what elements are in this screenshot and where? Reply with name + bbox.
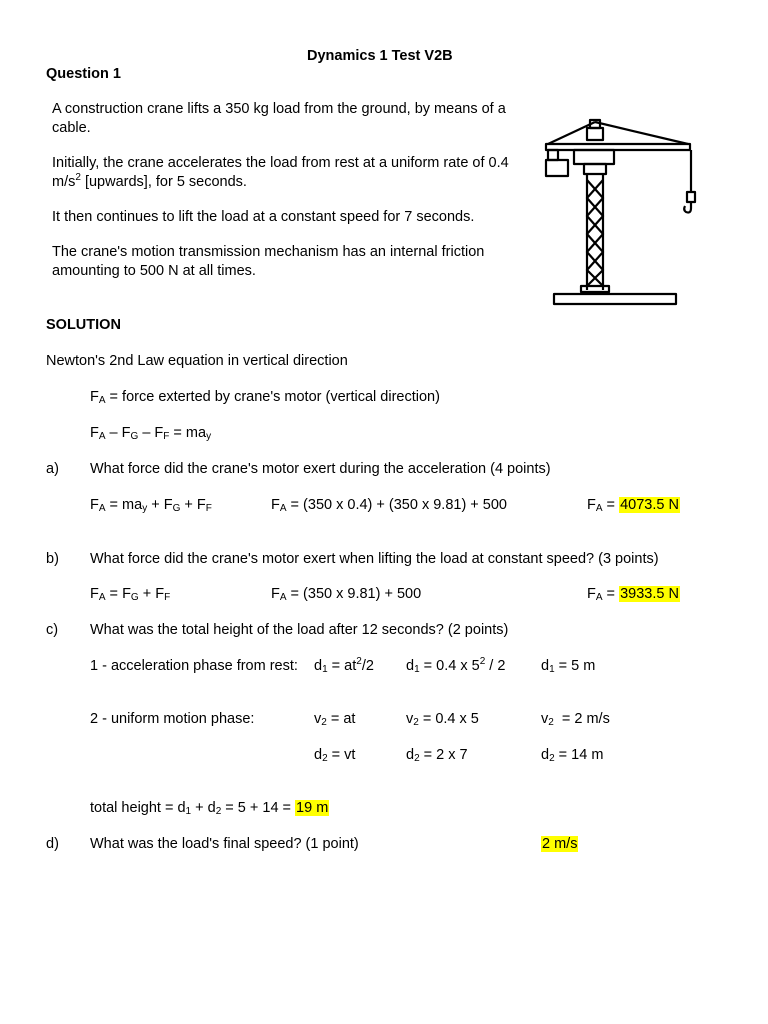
phase-2-velocity-formula: $v_2$ = at <box>314 711 356 728</box>
problem-paragraph-3: It then continues to lift the load at a constant speed for 7 seconds. <box>52 209 475 225</box>
total-height: total height = $d_1 + d_2 = 5 + 14 = 19$ m <box>90 800 329 817</box>
total-height-answer: 19 m <box>296 800 329 816</box>
part-a-substitution: $F_A = (350$ x 0.4) + (350 x 9.81) + 500 <box>271 497 507 514</box>
part-b-label: b) <box>46 551 59 567</box>
newton-law-intro: Newton's 2nd Law equation in vertical direction <box>46 353 348 369</box>
phase-2-distance-formula: $d_2$ = vt <box>314 747 356 764</box>
phase-1-formula: $d_1 = at^2/2$ <box>314 656 374 675</box>
phase-1-label: 1 - acceleration phase from rest: <box>90 658 298 674</box>
part-a-formula: $F_A = ma_y + F_G + F_F$ <box>90 497 212 514</box>
problem-paragraph-2: Initially, the crane accelerates the load from rest at a uniform rate of 0.4 $m/s^2$ [upwards], for 5 seconds. <box>52 155 509 190</box>
part-d-answer: 2 m/s <box>542 836 578 852</box>
phase-1-result: $d_1 = 5$ m <box>541 658 596 675</box>
part-b-answer-value: 3933.5 N <box>620 586 679 602</box>
part-a-question: What force did the crane's motor exert during the acceleration (4 points) <box>90 461 551 477</box>
newton-equation: $F_A - F_G - F_F = ma_y$ <box>90 425 212 442</box>
part-d-question: What was the load's final speed? (1 point) <box>90 836 359 852</box>
question-heading: Question 1 <box>46 66 121 82</box>
part-d-label: d) <box>46 836 59 852</box>
part-c-label: c) <box>46 622 59 638</box>
part-a-answer: $F_A = 4073.5$ N <box>587 497 679 514</box>
phase-2-distance-result: $d_2 = 14$ m <box>541 747 604 764</box>
part-b-question: What force did the crane's motor exert when lifting the load at constant speed? (3 points) <box>90 551 659 567</box>
phase-2-velocity-substitution: $v_2 = 0.4$ x 5 <box>406 711 479 728</box>
part-b-substitution: $F_A = (350$ x 9.81) + 500 <box>271 586 422 603</box>
phase-2-velocity-result: $v_2 = 2$ m/s <box>541 711 610 728</box>
part-a-label: a) <box>46 461 59 477</box>
problem-paragraph-4: The crane's motion transmission mechanism has an internal friction amounting to 500 N at all times. <box>52 244 485 279</box>
document-title: Dynamics 1 Test V2B <box>307 48 453 64</box>
part-b-answer: $F_A = 3933.5$ N <box>587 586 679 603</box>
fa-definition: $F_A$ = force exterted by crane's motor (vertical direction) <box>90 389 440 406</box>
part-c-question: What was the total height of the load after 12 seconds? (2 points) <box>90 622 509 638</box>
phase-1-substitution: $d_1 = 0.4$ x $5^2 / 2$ <box>406 656 506 675</box>
phase-2-label: 2 - uniform motion phase: <box>90 711 255 727</box>
phase-2-distance-substitution: $d_2 = 2$ x 7 <box>406 747 468 764</box>
part-a-answer-value: 4073.5 N <box>620 497 679 513</box>
problem-paragraph-1: A construction crane lifts a 350 kg load from the ground, by means of a cable. <box>52 101 506 136</box>
part-b-formula: $F_A = F_G + F_F$ <box>90 586 171 603</box>
tower-crane-icon <box>538 100 716 312</box>
solution-heading: SOLUTION <box>46 317 121 333</box>
